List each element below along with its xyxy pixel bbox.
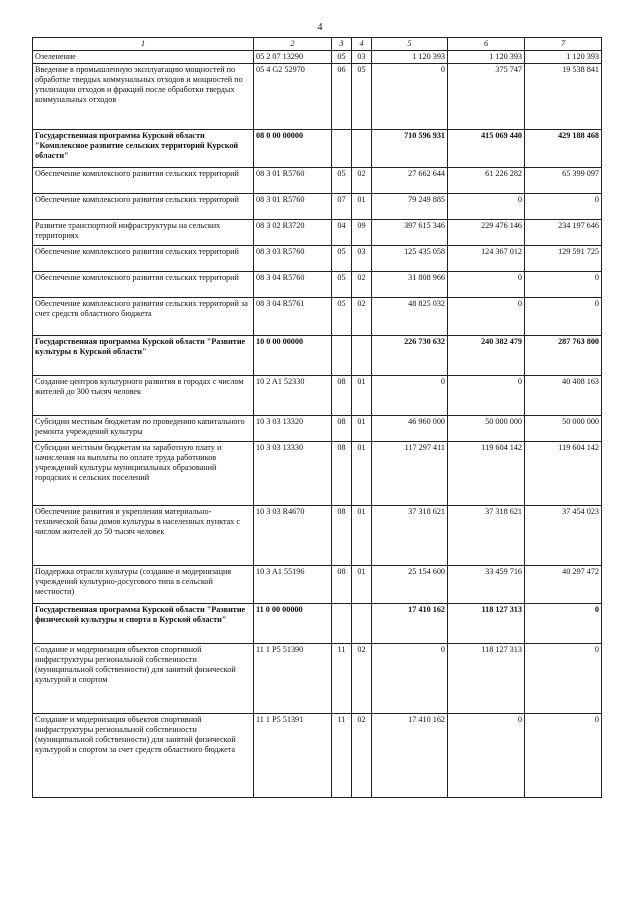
table-row xyxy=(33,714,602,798)
row-amount-3: 119 604 142 xyxy=(525,442,602,506)
row-amount-2: 124 367 012 xyxy=(448,246,525,272)
row-amount-3: 50 000 000 xyxy=(525,416,602,442)
row-subsection: 01 xyxy=(352,194,372,220)
row-subsection: 02 xyxy=(352,272,372,298)
row-section: 05 xyxy=(332,272,352,298)
row-subsection: 01 xyxy=(352,566,372,604)
row-amount-1: 117 297 411 xyxy=(372,442,448,506)
row-subsection: 02 xyxy=(352,168,372,194)
row-code: 08 3 02 R3720 xyxy=(254,220,332,246)
budget-table xyxy=(32,37,602,798)
row-code: 11 0 00 00000 xyxy=(254,604,332,644)
row-amount-3: 40 408 163 xyxy=(525,376,602,416)
row-amount-3: 19 538 841 xyxy=(525,64,602,130)
row-subsection xyxy=(352,336,372,376)
row-code: 08 3 04 R5760 xyxy=(254,272,332,298)
row-amount-1: 31 808 966 xyxy=(372,272,448,298)
row-name: Субсидии местным бюджетам на заработную плату и начисления на выплаты по оплате труда работников учреждений культуры муниципальных образований городских и сельских поселений xyxy=(33,442,254,506)
row-name: Создание и модернизация объектов спортивной инфраструктуры региональной собственности (муниципальной собственности) для занятий физической культурой и спортом xyxy=(33,644,254,714)
row-amount-1: 27 662 644 xyxy=(372,168,448,194)
row-amount-2: 50 000 000 xyxy=(448,416,525,442)
row-code: 10 0 00 00000 xyxy=(254,336,332,376)
row-subsection: 01 xyxy=(352,506,372,566)
row-section: 07 xyxy=(332,194,352,220)
row-amount-1: 1 120 393 xyxy=(372,51,448,64)
row-amount-1: 25 154 600 xyxy=(372,566,448,604)
column-header: 2 xyxy=(254,38,332,51)
row-name: Государственная программа Курской области "Развитие культуры в Курской области" xyxy=(33,336,254,376)
table-row xyxy=(33,51,602,64)
row-amount-2: 37 318 621 xyxy=(448,506,525,566)
row-amount-3: 1 120 393 xyxy=(525,51,602,64)
row-code: 08 3 01 R5760 xyxy=(254,168,332,194)
row-section: 05 xyxy=(332,168,352,194)
table-row xyxy=(33,644,602,714)
row-amount-2: 118 127 313 xyxy=(448,644,525,714)
row-amount-1: 0 xyxy=(372,64,448,130)
row-code: 08 3 04 R5761 xyxy=(254,298,332,336)
row-subsection: 03 xyxy=(352,246,372,272)
row-subsection: 05 xyxy=(352,64,372,130)
table-row xyxy=(33,64,602,130)
table-row xyxy=(33,566,602,604)
row-amount-1: 17 410 162 xyxy=(372,604,448,644)
table-row xyxy=(33,336,602,376)
row-name: Введение в промышленную эксплуатацию мощностей по обработке твердых коммунальных отходов и мощностей по утилизации отходов и фракций после обработки твердых коммунальных отходов xyxy=(33,64,254,130)
budget-table-body xyxy=(33,38,602,798)
row-subsection: 09 xyxy=(352,220,372,246)
table-row xyxy=(33,246,602,272)
row-code: 10 3 A1 55196 xyxy=(254,566,332,604)
column-header-row xyxy=(33,38,602,51)
row-amount-2: 415 069 440 xyxy=(448,130,525,168)
row-code: 10 3 03 13330 xyxy=(254,442,332,506)
table-row xyxy=(33,168,602,194)
column-header: 4 xyxy=(352,38,372,51)
row-section: 04 xyxy=(332,220,352,246)
row-code: 10 2 A1 52330 xyxy=(254,376,332,416)
table-row xyxy=(33,220,602,246)
table-row xyxy=(33,376,602,416)
row-section: 05 xyxy=(332,51,352,64)
row-code: 08 3 01 R5760 xyxy=(254,194,332,220)
row-amount-3: 65 399 097 xyxy=(525,168,602,194)
column-header: 6 xyxy=(448,38,525,51)
row-code: 05 2 07 13290 xyxy=(254,51,332,64)
row-amount-2: 119 604 142 xyxy=(448,442,525,506)
row-amount-2: 0 xyxy=(448,194,525,220)
row-amount-1: 79 249 885 xyxy=(372,194,448,220)
row-section: 11 xyxy=(332,714,352,798)
row-amount-1: 46 960 000 xyxy=(372,416,448,442)
row-code: 11 1 P5 51391 xyxy=(254,714,332,798)
table-row xyxy=(33,298,602,336)
row-section: 08 xyxy=(332,416,352,442)
row-name: Обеспечение комплексного развития сельских территорий xyxy=(33,194,254,220)
row-name: Субсидии местным бюджетам по проведению капитального ремонта учреждений культуры xyxy=(33,416,254,442)
row-section xyxy=(332,130,352,168)
row-amount-3: 0 xyxy=(525,298,602,336)
row-section: 05 xyxy=(332,246,352,272)
row-name: Поддержка отрасли культуры (создание и модернизация учреждений культурно-досугового типа в сельской местности) xyxy=(33,566,254,604)
row-subsection: 03 xyxy=(352,51,372,64)
row-amount-3: 37 454 023 xyxy=(525,506,602,566)
table-row xyxy=(33,442,602,506)
table-row xyxy=(33,506,602,566)
row-section xyxy=(332,604,352,644)
row-amount-1: 0 xyxy=(372,376,448,416)
row-amount-2: 61 226 282 xyxy=(448,168,525,194)
row-code: 08 3 03 R5760 xyxy=(254,246,332,272)
row-code: 10 3 03 R4670 xyxy=(254,506,332,566)
row-name: Обеспечение комплексного развития сельских территорий xyxy=(33,272,254,298)
row-amount-2: 229 476 146 xyxy=(448,220,525,246)
row-amount-3: 0 xyxy=(525,604,602,644)
row-amount-3: 287 763 800 xyxy=(525,336,602,376)
row-code: 05 4 G2 52970 xyxy=(254,64,332,130)
row-amount-2: 118 127 313 xyxy=(448,604,525,644)
row-name: Обеспечение комплексного развития сельских территорий xyxy=(33,246,254,272)
table-row xyxy=(33,194,602,220)
row-amount-3: 0 xyxy=(525,272,602,298)
column-header: 1 xyxy=(33,38,254,51)
page-number: 4 xyxy=(317,22,323,33)
table-row xyxy=(33,130,602,168)
row-amount-2: 0 xyxy=(448,272,525,298)
row-amount-3: 0 xyxy=(525,644,602,714)
row-amount-2: 375 747 xyxy=(448,64,525,130)
row-section: 08 xyxy=(332,376,352,416)
row-amount-1: 17 410 162 xyxy=(372,714,448,798)
row-subsection: 02 xyxy=(352,298,372,336)
row-subsection xyxy=(352,604,372,644)
table-row xyxy=(33,604,602,644)
row-section: 08 xyxy=(332,566,352,604)
table-row xyxy=(33,272,602,298)
row-code: 10 3 03 13320 xyxy=(254,416,332,442)
row-amount-2: 0 xyxy=(448,298,525,336)
row-section: 11 xyxy=(332,644,352,714)
row-section: 08 xyxy=(332,442,352,506)
column-header: 3 xyxy=(332,38,352,51)
column-header: 7 xyxy=(525,38,602,51)
row-amount-2: 240 382 479 xyxy=(448,336,525,376)
row-amount-2: 0 xyxy=(448,714,525,798)
row-name: Создание центров культурного развития в городах с числом жителей до 300 тысяч человек xyxy=(33,376,254,416)
table-row xyxy=(33,416,602,442)
row-amount-3: 129 591 725 xyxy=(525,246,602,272)
row-amount-1: 397 615 346 xyxy=(372,220,448,246)
row-amount-3: 429 188 468 xyxy=(525,130,602,168)
row-amount-1: 48 825 032 xyxy=(372,298,448,336)
row-name: Развитие транспортной инфраструктуры на сельских территориях xyxy=(33,220,254,246)
row-subsection: 01 xyxy=(352,416,372,442)
row-amount-1: 37 318 621 xyxy=(372,506,448,566)
row-name: Обеспечение комплексного развития сельских территорий xyxy=(33,168,254,194)
row-amount-1: 0 xyxy=(372,644,448,714)
row-name: Создание и модернизация объектов спортивной инфраструктуры региональной собственности (муниципальной собственности) для занятий физической культурой и спортом за счет средств областного бюджета xyxy=(33,714,254,798)
row-amount-2: 33 459 716 xyxy=(448,566,525,604)
row-code: 11 1 P5 51390 xyxy=(254,644,332,714)
row-amount-1: 226 730 632 xyxy=(372,336,448,376)
row-subsection: 01 xyxy=(352,376,372,416)
row-name: Озеленение xyxy=(33,51,254,64)
row-amount-1: 125 435 058 xyxy=(372,246,448,272)
row-section: 06 xyxy=(332,64,352,130)
row-subsection: 02 xyxy=(352,644,372,714)
row-amount-2: 1 120 393 xyxy=(448,51,525,64)
row-section: 05 xyxy=(332,298,352,336)
column-header: 5 xyxy=(372,38,448,51)
row-section: 08 xyxy=(332,506,352,566)
row-amount-3: 0 xyxy=(525,714,602,798)
row-name: Обеспечение развития и укрепления материально-технической базы домов культуры в населенных пунктах с числом жителей до 50 тысяч человек xyxy=(33,506,254,566)
row-amount-1: 710 596 931 xyxy=(372,130,448,168)
row-section xyxy=(332,336,352,376)
row-name: Обеспечение комплексного развития сельских территорий за счет средств областного бюджета xyxy=(33,298,254,336)
row-subsection xyxy=(352,130,372,168)
row-amount-3: 234 197 646 xyxy=(525,220,602,246)
row-amount-3: 0 xyxy=(525,194,602,220)
row-amount-3: 40 297 472 xyxy=(525,566,602,604)
row-amount-2: 0 xyxy=(448,376,525,416)
row-name: Государственная программа Курской области "Развитие физической культуры и спорта в Курской области" xyxy=(33,604,254,644)
row-code: 08 0 00 00000 xyxy=(254,130,332,168)
row-name: Государственная программа Курской области "Комплексное развитие сельских территорий Курской области" xyxy=(33,130,254,168)
row-subsection: 01 xyxy=(352,442,372,506)
row-subsection: 02 xyxy=(352,714,372,798)
